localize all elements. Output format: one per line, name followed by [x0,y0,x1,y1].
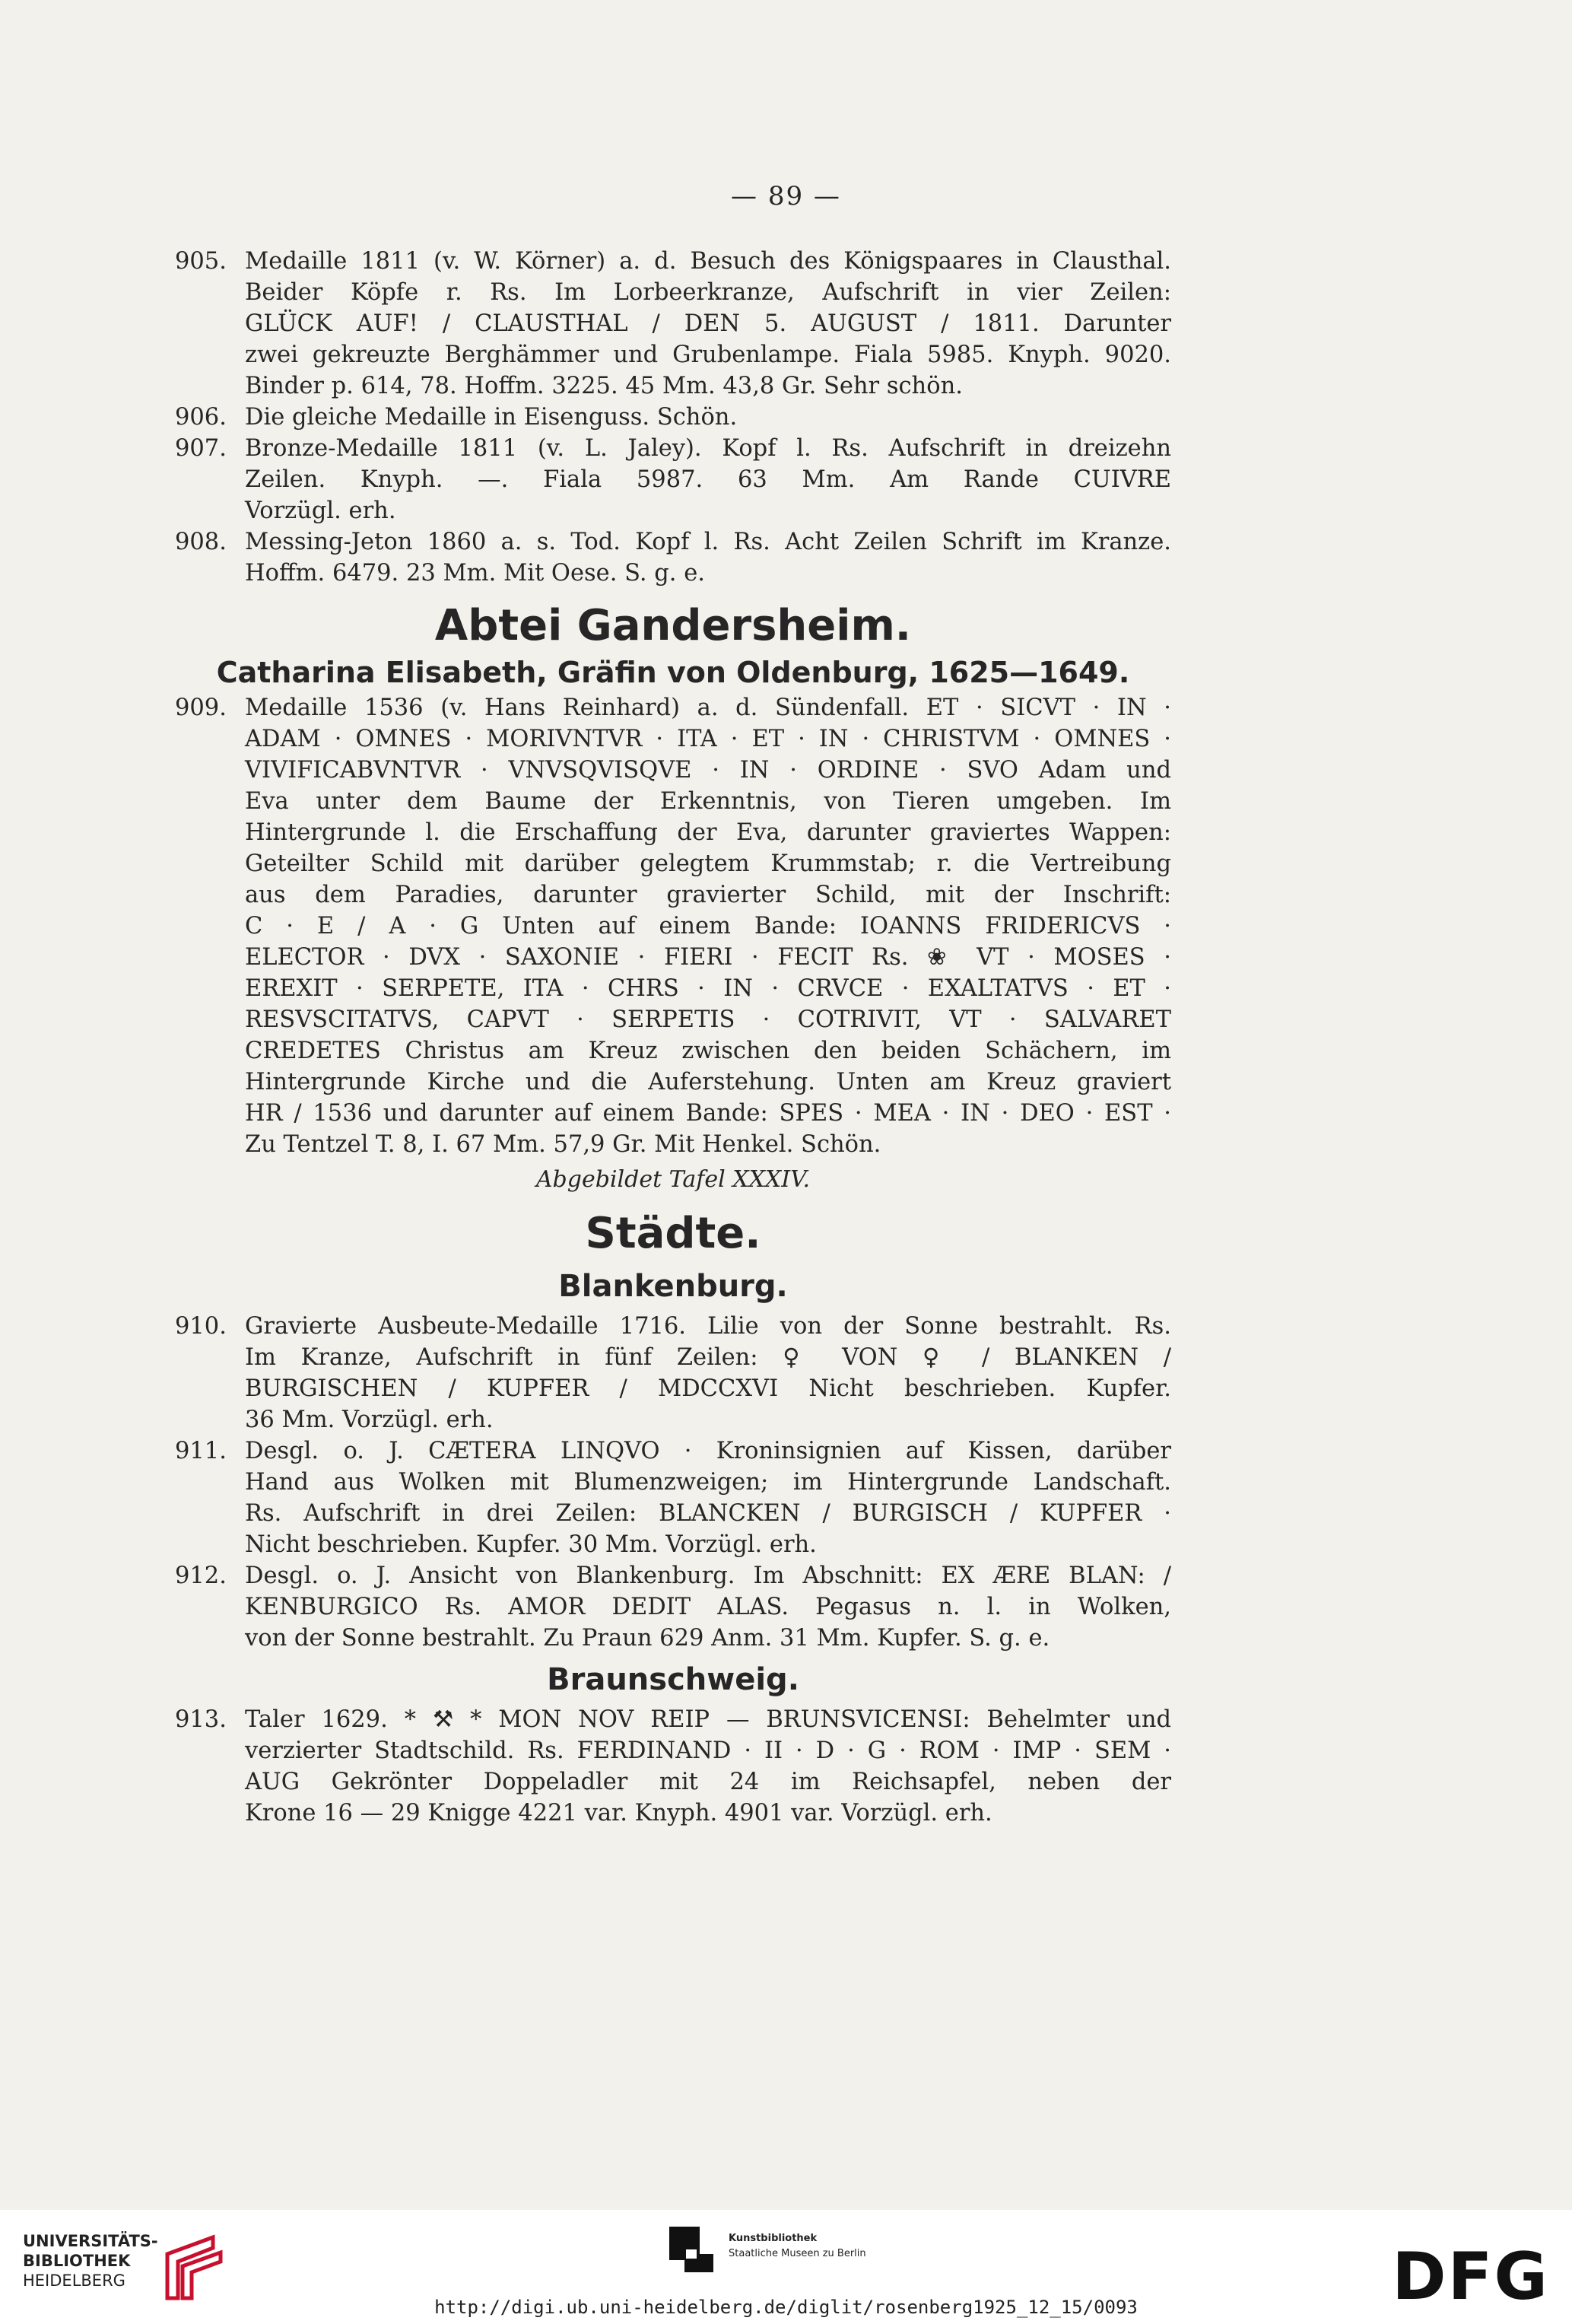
ub-logo-text [23,2231,158,2291]
entry-line: verzierter Stadtschild. Rs. FERDINAND · II · D · G · ROM · IMP · SEM · [245,1737,1171,1764]
entry-number: 907. [175,435,227,462]
ub-heidelberg-logo[interactable] [23,2231,228,2307]
entry-line: zwei gekreuzte Berghämmer und Grubenlampe. Fiala 5985. Knyph. 9020. [245,342,1171,368]
entry-line: Desgl. o. J. Ansicht von Blankenburg. Im Abschnitt: EX ÆRE BLAN: / [245,1563,1171,1589]
page-number: — 89 — [731,181,841,211]
entry-line: Hand aus Wolken mit Blumenzweigen; im Hintergrunde Landschaft. [245,1469,1171,1496]
entry-text [245,692,1171,1160]
entry-text [245,402,1171,433]
ub-line-2: BIBLIOTHEK [23,2252,131,2270]
entry-number: 912. [175,1563,227,1589]
entry-line: 36 Mm. Vorzügl. erh. [245,1407,494,1433]
kb-line-2: Staatliche Museen zu Berlin [729,2248,866,2259]
entry-line: Binder p. 614, 78. Hoffm. 3225. 45 Mm. 43,8 Gr. Sehr schön. [245,373,963,399]
entry-line: Beider Köpfe r. Rs. Im Lorbeerkranze, Aufschrift in vier Zeilen: [245,279,1171,306]
entries-braunschweig [175,1704,1171,1829]
catalog-entry [175,246,1171,402]
kunstbibliothek-text [729,2231,866,2262]
entry-line: ADAM · OMNES · MORIVNTVR · ITA · ET · IN · CHRISTVM · OMNES · [245,726,1171,752]
entry-number: 913. [175,1706,227,1733]
entry-text [245,246,1171,402]
catalog-content [175,246,1171,1829]
entry-text [245,1704,1171,1829]
entry-line: VIVIFICABVNTVR · VNVSQVISQVE · IN · ORDINE · SVO Adam und [245,757,1171,784]
entry-line: Zu Tentzel T. 8, I. 67 Mm. 57,9 Gr. Mit Henkel. Schön. [245,1131,881,1158]
entry-text [245,1435,1171,1560]
heading-staedte: Städte. [585,1209,761,1258]
entry-line: aus dem Paradies, darunter gravierter Schild, mit der Inschrift: [245,882,1171,908]
entry-number: 908. [175,529,227,555]
caption-abgebildet: Abgebildet Tafel XXXIV. [535,1166,811,1193]
entry-line: KENBURGICO Rs. AMOR DEDIT ALAS. Pegasus n. l. in Wolken, [245,1594,1171,1620]
entries-blankenburg [175,1311,1171,1654]
heading-abtei: Abtei Gandersheim. [434,601,912,650]
entry-number: 906. [175,404,227,431]
entry-line: Krone 16 — 29 Knigge 4221 var. Knyph. 4901 var. Vorzügl. erh. [245,1800,992,1826]
entry-line: ELECTOR · DVX · SAXONIE · FIERI · FECIT Rs. ❀ VT · MOSES · [245,944,1171,971]
entries-top [175,246,1171,589]
entry-line: HR / 1536 und darunter auf einem Bande: SPES · MEA · IN · DEO · EST · [245,1100,1171,1127]
entry-text [245,1560,1171,1654]
entry-line: von der Sonne bestrahlt. Zu Praun 629 Anm. 31 Mm. Kupfer. S. g. e. [245,1625,1050,1652]
entry-number: 905. [175,248,227,275]
entry-line: Im Kranze, Aufschrift in fünf Zeilen: ♀ VON ♀ / BLANKEN / [245,1344,1171,1371]
catalog-entry [175,402,1171,433]
entry-line: RESVSCITATVS, CAPVT · SERPETIS · COTRIVIT, VT · SALVARET [245,1006,1171,1033]
entry-text [245,526,1171,589]
entry-number: 910. [175,1313,227,1340]
entry-line: CREDETES Christus am Kreuz zwischen den beiden Schächern, im [245,1038,1171,1064]
entry-line: Eva unter dem Baume der Erkenntnis, von Tieren umgeben. Im [245,788,1171,815]
catalog-entry [175,692,1171,1160]
entry-line: Nicht beschrieben. Kupfer. 30 Mm. Vorzügl. erh. [245,1531,817,1558]
entry-number: 909. [175,695,227,721]
kunstbibliothek-mark-icon [669,2227,713,2272]
entry-line: Desgl. o. J. CÆTERA LINQVO · Kroninsignien auf Kissen, darüber [245,1438,1171,1464]
entry-line: Medaille 1536 (v. Hans Reinhard) a. d. Sündenfall. ET · SICVT · IN · [245,695,1171,721]
viewer-footer [0,2210,1572,2324]
entry-line: C · E / A · G Unten auf einem Bande: IOANNS FRIDERICVS · [245,913,1171,939]
catalog-entry [175,526,1171,589]
entry-line: Hoffm. 6479. 23 Mm. Mit Oese. S. g. e. [245,560,705,587]
entry-line: Taler 1629. * ⚒ * MON NOV REIP — BRUNSVICENSI: Behelmter und [245,1706,1171,1733]
subheading-braunschweig: Braunschweig. [547,1662,799,1697]
entry-line: Vorzügl. erh. [245,498,396,524]
entry-line: Hintergrunde l. die Erschaffung der Eva, darunter graviertes Wappen: [245,819,1171,846]
catalog-entry [175,1560,1171,1654]
entry-text [245,1311,1171,1435]
entry-text [245,433,1171,526]
entry-line: AUG Gekrönter Doppeladler mit 24 im Reichsapfel, neben der [245,1769,1171,1795]
entry-line: BURGISCHEN / KUPFER / MDCCXVI Nicht beschrieben. Kupfer. [245,1375,1171,1402]
kb-line-1: Kunstbibliothek [729,2233,818,2244]
catalog-entry [175,1311,1171,1435]
ub-mark-icon [160,2231,228,2301]
entry-line: Die gleiche Medaille in Eisenguss. Schön. [245,404,738,431]
entry-line: Hintergrunde Kirche und die Auferstehung. Unten am Kreuz graviert [245,1069,1171,1095]
entry-line: Geteilter Schild mit darüber gelegtem Krummstab; r. die Vertreibung [245,850,1171,877]
entries-abtei [175,692,1171,1160]
entry-line: Medaille 1811 (v. W. Körner) a. d. Besuch des Königspaares in Clausthal. [245,248,1171,275]
entry-line: Gravierte Ausbeute-Medaille 1716. Lilie von der Sonne bestrahlt. Rs. [245,1313,1171,1340]
ub-line-3: HEIDELBERG [23,2272,125,2290]
subheading-catharina: Catharina Elisabeth, Gräfin von Oldenburg, 1625—1649. [216,656,1130,689]
catalog-entry [175,433,1171,526]
entry-number: 911. [175,1438,227,1464]
catalog-entry [175,1704,1171,1829]
kunstbibliothek-logo[interactable] [669,2227,958,2280]
entry-line: Messing-Jeton 1860 a. s. Tod. Kopf l. Rs. Acht Zeilen Schrift im Kranze. [245,529,1171,555]
subheading-blankenburg: Blankenburg. [558,1269,788,1304]
page-url-link[interactable]: http://digi.ub.uni-heidelberg.de/diglit/rosenberg1925_12_15/0093 [434,2297,1138,2318]
entry-line: Bronze-Medaille 1811 (v. L. Jaley). Kopf l. Rs. Aufschrift in dreizehn [245,435,1171,462]
dfg-logo[interactable]: DFG [1392,2239,1549,2315]
ub-line-1: UNIVERSITÄTS- [23,2232,158,2250]
entry-line: GLÜCK AUF! / CLAUSTHAL / DEN 5. AUGUST / 1811. Darunter [245,310,1171,337]
entry-line: Zeilen. Knyph. —. Fiala 5987. 63 Mm. Am Rande CUIVRE [245,466,1171,493]
entry-line: EREXIT · SERPETE, ITA · CHRS · IN · CRVCE · EXALTATVS · ET · [245,975,1171,1002]
entry-line: Rs. Aufschrift in drei Zeilen: BLANCKEN / BURGISCH / KUPFER · [245,1500,1171,1527]
catalog-entry [175,1435,1171,1560]
